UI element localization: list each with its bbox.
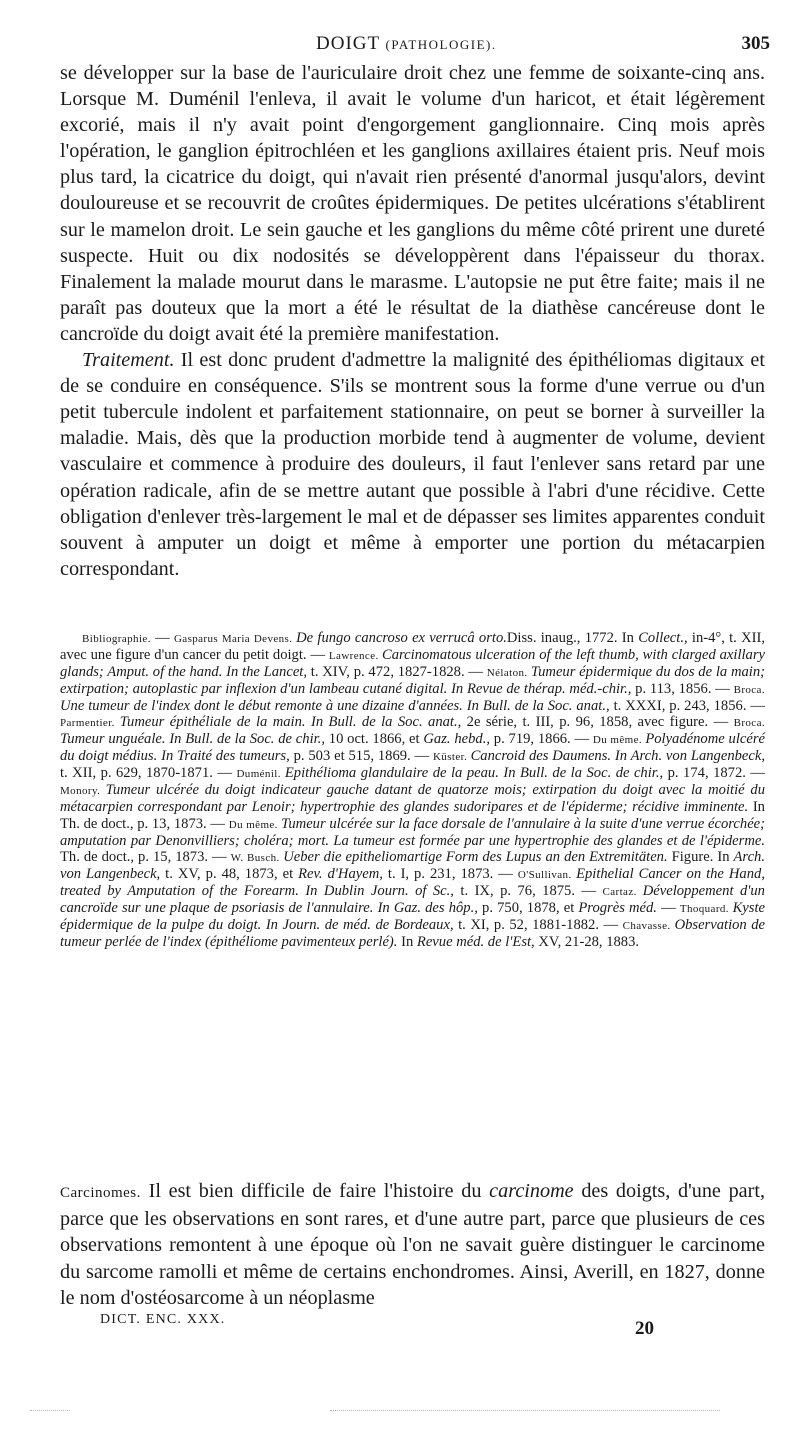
- entry-title: Tumeur ulcérée du doigt indicateur gauche datant de quatorze mois; extirpation du doigt avec la moitié du métacarpien correspondant par Lenoir; hypertrophie des glandes sudoripares et de l'épiderme; récidive imminente.: [60, 782, 765, 816]
- entry-author: O'Sullivan.: [517, 868, 577, 881]
- bibliography-entry: [236, 765, 765, 781]
- entry-details: —: [656, 899, 680, 916]
- entry-author: Duménil.: [236, 768, 285, 781]
- entry-title: Développement d'un cancroïde sur une plaque de psoriasis de l'annulaire. In Gaz. des hôp.,: [60, 882, 765, 916]
- entry-details: p. 113, 1856. —: [631, 681, 734, 698]
- bibliography: [60, 630, 765, 950]
- entry-details: 10 oct. 1866, et: [324, 731, 424, 748]
- carcinomes-text-1: Il est bien difficile de faire l'histoire du: [140, 1180, 490, 1202]
- bibliography-entry: [231, 849, 734, 865]
- carcinomes-heading: Carcinomes.: [60, 1185, 141, 1201]
- paragraph-treatment: [60, 347, 765, 582]
- bibliography-entry: [417, 934, 639, 950]
- entry-title: Epithelial Cancer on the Hand, treated by Amputation of the Forearm. In Dublin Journ. of Sc.,: [60, 865, 765, 899]
- entry-details: t. XXXI, p. 243, 1856. —: [609, 698, 765, 715]
- entry-title: Gaz. hebd.,: [423, 731, 490, 748]
- entry-title: Observation de tumeur perlée de l'index (épithéliome pavimenteux perlé).: [60, 916, 766, 950]
- signature-mark: DICT. ENC. XXX.: [100, 1312, 226, 1327]
- entry-author: Lawrence.: [328, 650, 383, 663]
- bibliography-entry: [578, 900, 679, 916]
- entry-title: Tumeur épithéliale de la main. In Bull. de la Soc. anat.,: [119, 714, 462, 731]
- entry-title: Tumeur unguéale. In Bull. de la Soc. de chir.,: [60, 731, 325, 748]
- entry-details: Figure. In: [667, 848, 734, 865]
- running-title: [316, 33, 497, 55]
- treatment-text: Il est donc prudent d'admettre la malignité des épithéliomas digitaux et de se conduire en conséquence. S'ils se montrent sous la forme d'une verrue ou d'un petit tubercule indolent et parfaitement stationnaire, on peut se borner à surveiller la maladie. Mais, dès que la production morbide tend à augmenter de volume, devient vasculaire et commence à produire des douleurs, il faut l'enlever sans retard par une opération radicale, afin de se mettre autant que possible à l'abri d'une récidive. Cette obligation d'enlever très-largement le mal et de dépasser ses limites apparentes conduit souvent à amputer un doigt et même à emporter une portion du métacarpien correspondant.: [60, 349, 765, 580]
- scan-artifact-line: [330, 1410, 720, 1413]
- entry-details: t. XI, p. 52, 1881-1882. —: [453, 916, 623, 933]
- running-header: [60, 33, 770, 57]
- page-footer: [100, 1312, 700, 1352]
- entry-author: Du même.: [228, 818, 282, 831]
- entry-details: t. IX, p. 76, 1875. —: [453, 882, 603, 899]
- entry-details: t. I, p. 231, 1873. —: [382, 865, 518, 882]
- paragraph-case-report: se développer sur la base de l'auriculaire droit chez une femme de soixante-cinq ans. Lorsque M. Duménil l'enleva, il avait le volume d'un haricot, et était légèrement excorié, mais il n'y avait point d'engorgement ganglionnaire. Cinq mois après l'opération, le ganglion épitrochléen et les ganglions axillaires étaient pris. Neuf mois plus tard, la cicatrice du doigt, qui n'avait rien présenté d'anormal jusqu'alors, devint douloureuse et se recouvrit de croûtes épidermiques. De petites ulcérations s'établirent sur le mamelon droit. Le sein gauche et les ganglions du même côté prirent une dureté suspecte. Huit ou dix nodosités se développèrent dans l'épaisseur du thorax. Finalement la malade mourut dans le marasme. L'autopsie ne put être faite; mais il ne paraît pas douteux que la mort a été le résultat de la diathèse cancéreuse dont le cancroïde du doigt avait été la première manifestation.: [60, 62, 765, 345]
- entry-collect: Collect.: [638, 630, 684, 646]
- entry-author: Nélaton.: [486, 667, 531, 680]
- entry-details: Th. de doct., p. 15, 1873. —: [60, 848, 231, 865]
- entry-details: p. 750, 1878, et: [477, 899, 579, 916]
- entry-details: t. XII, p. 629, 1870-1871. —: [60, 765, 237, 782]
- entry-details: , in-4°, t. XII, avec une figure d'un cancer du petit doigt. —: [60, 630, 765, 664]
- entry-title: Tumeur épidermique du dos de la main; extirpation; autoplastic par inflexion d'un lambeau cutané digital. In Revue de thérap. méd.-chir.,: [60, 664, 766, 698]
- entry-author: Cartaz.: [602, 885, 643, 898]
- bibliography-entry: [423, 731, 592, 747]
- entry-title: Epithélioma glandulaire de la peau. In Bull. de la Soc. de chir.,: [284, 765, 664, 782]
- bibliography-entries: [60, 630, 765, 950]
- bibliography-entry: [174, 630, 638, 646]
- entry-details: 2e série, t. III, p. 96, 1858, avec figure. —: [461, 714, 734, 731]
- entry-details: Diss. inaug., 1772. In: [506, 630, 639, 646]
- entry-title: Kyste épidermique de la pulpe du doigt. In Journ. de méd. de Bordeaux,: [60, 899, 766, 933]
- entry-title: De fungo cancroso ex verrucâ orto.: [296, 630, 507, 646]
- sheet-number: 20: [635, 1318, 654, 1339]
- entry-author: Thoquard.: [679, 902, 733, 915]
- entry-author: Chavasse.: [622, 919, 675, 932]
- entry-title: Arch. von Langenbeck,: [60, 848, 765, 882]
- entry-details: p. 719, 1866. —: [490, 731, 593, 748]
- bibliography-entry: [60, 714, 734, 730]
- entry-details: XV, 21-28, 1883.: [534, 933, 640, 950]
- treatment-heading: Traitement.: [82, 349, 175, 372]
- entry-author: W. Busch.: [230, 851, 284, 864]
- bibliography-paragraph: Bibliographie. — Gasparus Maria Devens. De fungo cancroso ex verrucâ orto.Diss. inaug., 1772. In Collect., in-4°, t. XII, avec une figure d'un cancer du petit doigt. — Lawrence. Carcinomatous ulceration of the left thumb, with clarged axillary glands; Amput. of the hand. In the Lancet, t. XIV, p. 472, 1827-1828. — Nélaton. Tumeur épidermique du dos de la main; extirpation; autoplastic par inflexion d'un lambeau cutané digital. In Revue de thérap. méd.-chir., p. 113, 1856. — Broca. Une tumeur de l'index dont le début remonte à une dizaine d'années. In Bull. de la Soc. anat., t. XXXI, p. 243, 1856. — Parmentier. Tumeur épithéliale de la main. In Bull. de la Soc. anat., 2e série, t. III, p. 96, 1858, avec figure. — Broca. Tumeur unguéale. In Bull. de la Soc. de chir., 10 oct. 1866, et Gaz. hebd., p. 719, 1866. — Du même. Polyadénome ulcéré du doigt médius. In Traité des tumeurs, p. 503 et 515, 1869. — Küster. Cancroid des Daumens. In Arch. von Langenbeck, t. XII, p. 629, 1870-1871. — Duménil. Epithélioma glandulaire de la peau. In Bull. de la Soc. de chir., p. 174, 1872. — Monory. Tumeur ulcérée du doigt indicateur gauche datant de quatorze mois; extirpation du doigt avec la moitié du métacarpien correspondant par Lenoir; hypertrophie des glandes sudoripares et de l'épiderme; récidive imminente. In Th. de doct., p. 13, 1873. — Du même. Tumeur ulcérée sur la face dorsale de l'annulaire à la suite d'une verrue écorchée; amputation par Denonvilliers; choléra; mort. La tumeur est formée par une hypertrophie des glandes et de l'épiderme. Th. de doct., p. 15, 1873. — W. Busch. Ueber die epitheliomartige Form des Lupus an den Extremitäten. Figure. In Arch. von Langenbeck, t. XV, p. 48, 1873, et Rev. d'Hayem, t. I, p. 231, 1873. — O'Sullivan. Epithelial Cancer on the Hand, treated by Amputation of the Forearm. In Dublin Journ. of Sc., t. IX, p. 76, 1875. — Cartaz. Développement d'un cancroïde sur une plaque de psoriasis de l'annulaire. In Gaz. des hôp., p. 750, 1878, et Progrès méd. — Thoquard. Kyste épidermique de la pulpe du doigt. In Journ. de méd. de Bordeaux, t. XI, p. 52, 1881-1882. — Chavasse. Observation de tumeur perlée de l'index (épithéliome pavimenteux perlé). In Revue méd. de l'Est, XV, 21-28, 1883.: [60, 630, 766, 950]
- running-title-main: DOIGT: [316, 33, 380, 54]
- entry-author: Broca.: [733, 684, 765, 697]
- entry-title: Revue méd. de l'Est,: [416, 933, 535, 950]
- entry-title: Carcinomatous ulceration of the left thumb, with clarged axillary glands; Amput. of the hand. In the Lancet,: [60, 647, 766, 681]
- paragraph-carcinomes: [60, 1178, 765, 1311]
- entry-author: Gasparus Maria Devens.: [173, 633, 297, 645]
- scan-artifact-line: [30, 1410, 70, 1413]
- entry-details: p. 503 et 515, 1869. —: [289, 748, 433, 765]
- entry-author: Monory.: [60, 785, 106, 798]
- running-title-sub: (PATHOLOGIE).: [385, 37, 497, 52]
- entry-details: In: [397, 933, 417, 950]
- entry-title: Progrès méd.: [578, 899, 657, 916]
- entry-title: Une tumeur de l'index dont le début remonte à une dizaine d'années. In Bull. de la Soc. anat.,: [60, 698, 610, 715]
- entry-author: Küster.: [432, 751, 471, 764]
- entry-author: Parmentier.: [60, 717, 120, 730]
- entry-title: Ueber die epitheliomartige Form des Lupus an den Extremitäten.: [283, 848, 668, 865]
- entry-title: Tumeur ulcérée sur la face dorsale de l'annulaire à la suite d'une verrue écorchée; amputation par Denonvilliers; choléra; mort. La tumeur est formée par une hypertrophie des glandes et de l'épiderme.: [60, 815, 766, 849]
- entry-title: Cancroid des Daumens. In Arch. von Langenbeck,: [470, 748, 765, 765]
- bibliography-label: Bibliographie.: [82, 633, 151, 645]
- entry-author: Du même.: [592, 734, 646, 747]
- carcinomes-text-2: des doigts, d'une part, parce que les observations en sont rares, et d'une autre part, parce que plusieurs de ces observations remontent à une époque où l'on ne savait guère distinguer le carcinome du sarcome ramolli et même de certains enchondromes. Ainsi, Averill, en 1827, donne le nom d'ostéosarcome à un néoplasme: [60, 1180, 765, 1309]
- carcinomes-section: [60, 1178, 765, 1311]
- main-text: [60, 60, 765, 582]
- entry-title: Polyadénome ulcéré du doigt médius. In Traité des tumeurs,: [60, 731, 765, 765]
- entry-author: Broca.: [733, 717, 766, 730]
- page-number: 305: [741, 33, 770, 54]
- entry-details: t. XV, p. 48, 1873, et: [160, 865, 299, 882]
- bibliography-entry: [298, 866, 518, 882]
- entry-details: In Th. de doct., p. 13, 1873. —: [60, 799, 765, 832]
- entry-details: p. 174, 1872. —: [663, 765, 765, 782]
- carcinomes-term: carcinome: [489, 1180, 574, 1202]
- entry-details: t. XIV, p. 472, 1827-1828. —: [307, 664, 487, 681]
- entry-title: Rev. d'Hayem,: [298, 865, 383, 882]
